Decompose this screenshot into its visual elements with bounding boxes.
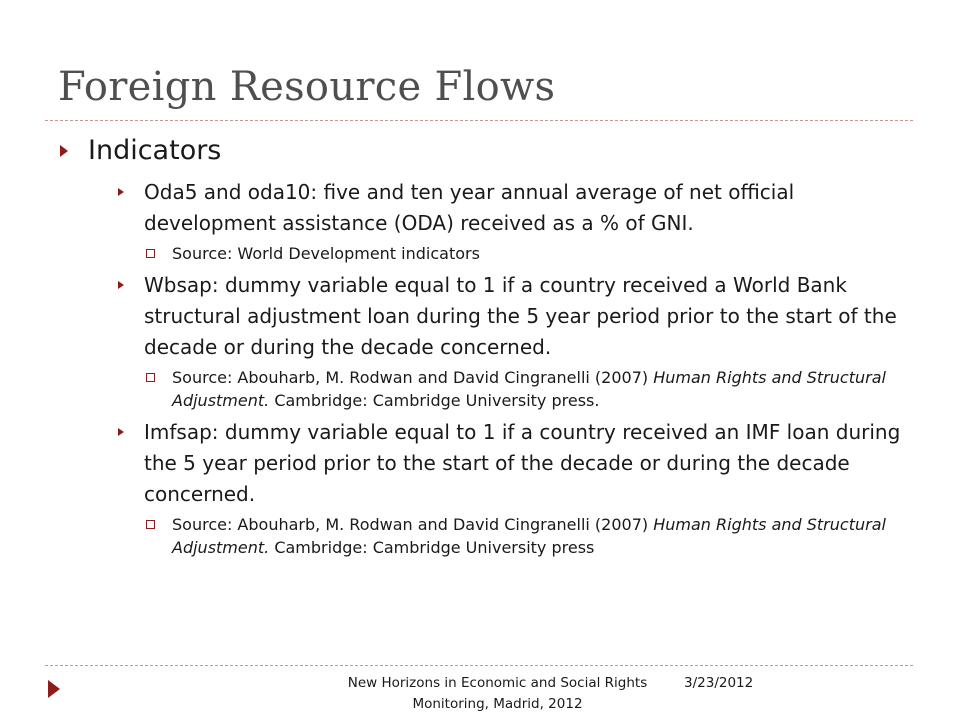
square-bullet-icon [146, 520, 155, 529]
source-imfsap-prefix: Source: Abouharb, M. Rodwan and David Cingranelli (2007) [172, 515, 654, 534]
heading-indicators: Indicators [88, 135, 222, 166]
bullet-imfsap-text: Imfsap: dummy variable equal to 1 if a country received an IMF loan during the 5 year period prior to the start of the decade or during the decade concerned. [144, 420, 901, 506]
source-imfsap-suffix: Cambridge: Cambridge University press [269, 538, 595, 557]
bullet-wbsap [118, 270, 910, 363]
triangle-bullet-icon [118, 281, 124, 289]
source-oda-text [172, 242, 910, 265]
source-oda-prefix: Source: World Development indicators [172, 244, 480, 263]
source-wbsap [144, 366, 910, 412]
triangle-bullet-icon [118, 428, 124, 436]
source-wbsap-text [172, 366, 910, 412]
square-bullet-icon [146, 249, 155, 258]
slide-body [60, 131, 910, 563]
bullet-wbsap-text: Wbsap: dummy variable equal to 1 if a country received a World Bank structural adjustment loan during the 5 year period prior to the start of the decade or during the decade concerned. [144, 273, 897, 359]
bullet-oda-text: Oda5 and oda10: five and ten year annual average of net official development assistance (ODA) received as a % of GNI. [144, 180, 795, 235]
title-divider [45, 120, 913, 121]
bullet-imfsap [118, 417, 910, 510]
source-wbsap-prefix: Source: Abouharb, M. Rodwan and David Cingranelli (2007) [172, 368, 654, 387]
source-imfsap-text [172, 513, 910, 559]
triangle-bullet-icon [60, 145, 68, 157]
footer-date: 3/23/2012 [684, 675, 754, 691]
source-imfsap [144, 513, 910, 559]
source-wbsap-italic: Human Rights and Structural Adjustment. [172, 368, 886, 410]
slide-title: Foreign Resource Flows [58, 64, 556, 110]
source-wbsap-suffix: Cambridge: Cambridge University press. [269, 391, 600, 410]
footer-divider [45, 665, 913, 666]
bullet-indicators [60, 131, 910, 171]
source-imfsap-italic: Human Rights and Structural Adjustment. [172, 515, 886, 557]
footer-event: New Horizons in Economic and Social Rights Monitoring, Madrid, 2012 [347, 675, 648, 712]
square-bullet-icon [146, 373, 155, 382]
footer-triangle-icon [48, 680, 60, 698]
bullet-oda [118, 177, 910, 239]
triangle-bullet-icon [118, 188, 124, 196]
source-oda [144, 242, 910, 265]
